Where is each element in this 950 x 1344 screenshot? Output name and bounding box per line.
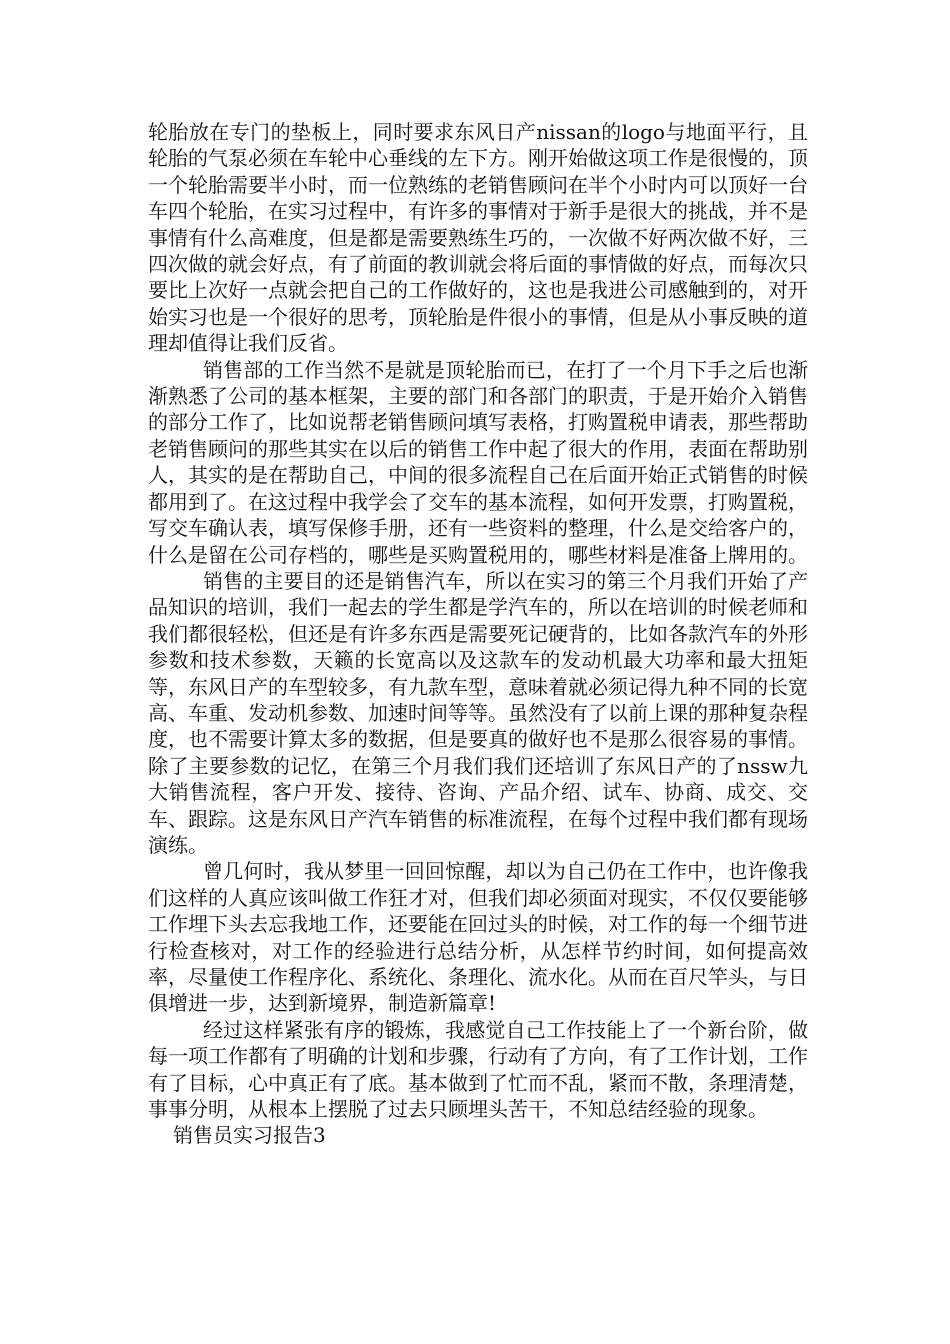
section-heading: 销售员实习报告3 [173, 1123, 326, 1148]
paragraph-1: 轮胎放在专门的垫板上，同时要求东风日产nissan的logo与地面平行，且轮胎的气泵必须在车轮中心垂线的左下方。刚开始做这项工作是很慢的，顶一个轮胎需要半小时，而一位熟练的老销售顾问在半个小时内可以顶好一台车四个轮胎，在实习过程中，有许多的事情对于新手是很大的挑战，并不是事情有什么高难度，但是都是需要熟练生巧的，一次做不好两次做不好，三四次做的就会好点，有了前面的教训就会将后面的事情做的好点，而每次只要比上次好一点就会把自己的工作做好的，这也是我进公司感触到的，对开始实习也是一个很好的思考，顶轮胎是件很小的事情，但是从小事反映的道理却值得让我们反省。 [148, 120, 808, 356]
paragraph-2: 销售部的工作当然不是就是顶轮胎而已，在打了一个月下手之后也渐渐熟悉了公司的基本框架，主要的部门和各部门的职责，于是开始介入销售的部分工作了，比如说帮老销售顾问填写表格，打购置税申请表，那些帮助老销售顾问的那些其实在以后的销售工作中起了很大的作用，表面在帮助别人，其实的是在帮助自己，中间的很多流程自己在后面开始正式销售的时候都用到了。在这过程中我学会了交车的基本流程，如何开发票，打购置税，写交车确认表，填写保修手册，还有一些资料的整理，什么是交给客户的，什么是留在公司存档的，哪些是买购置税用的，哪些材料是准备上牌用的。 [148, 357, 808, 567]
document-body [148, 119, 808, 1149]
paragraph-4: 曾几何时，我从梦里一回回惊醒，却以为自己仍在工作中，也许像我们这样的人真应该叫做工作狂才对，但我们却必须面对现实，不仅仅要能够工作埋下头去忘我地工作，还要能在回过头的时候，对工作的每一个细节进行检查核对，对工作的经验进行总结分析，从怎样节约时间，如何提高效率，尽量使工作程序化、系统化、条理化、流水化。从而在百尺竿头，与日俱增进一步，达到新境界，制造新篇章! [148, 859, 808, 1016]
paragraph-5: 经过这样紧张有序的锻炼，我感觉自己工作技能上了一个新台阶，做每一项工作都有了明确的计划和步骤，行动有了方向，有了工作计划，工作有了目标，心中真正有了底。基本做到了忙而不乱，紧而不散，条理清楚，事事分明，从根本上摆脱了过去只顾埋头苦干，不知总结经验的现象。 [148, 1017, 808, 1122]
paragraph-3: 销售的主要目的还是销售汽车，所以在实习的第三个月我们开始了产品知识的培训，我们一起去的学生都是学汽车的，所以在培训的时候老师和我们都很轻松，但还是有许多东西是需要死记硬背的，比如各款汽车的外形参数和技术参数，天籁的长宽高以及这款车的发动机最大功率和最大扭矩等，东风日产的车型较多，有九款车型，意味着就必须记得九种不同的长宽高、车重、发动机参数、加速时间等等。虽然没有了以前上课的那种复杂程度，也不需要计算太多的数据，但是要真的做好也不是那么很容易的事情。除了主要参数的记忆，在第三个月我们我们还培训了东风日产的了nssw九大销售流程，客户开发、接待、咨询、产品介绍、试车、协商、成交、交车、跟踪。这是东风日产汽车销售的标准流程，在每个过程中我们都有现场演练。 [148, 568, 808, 857]
